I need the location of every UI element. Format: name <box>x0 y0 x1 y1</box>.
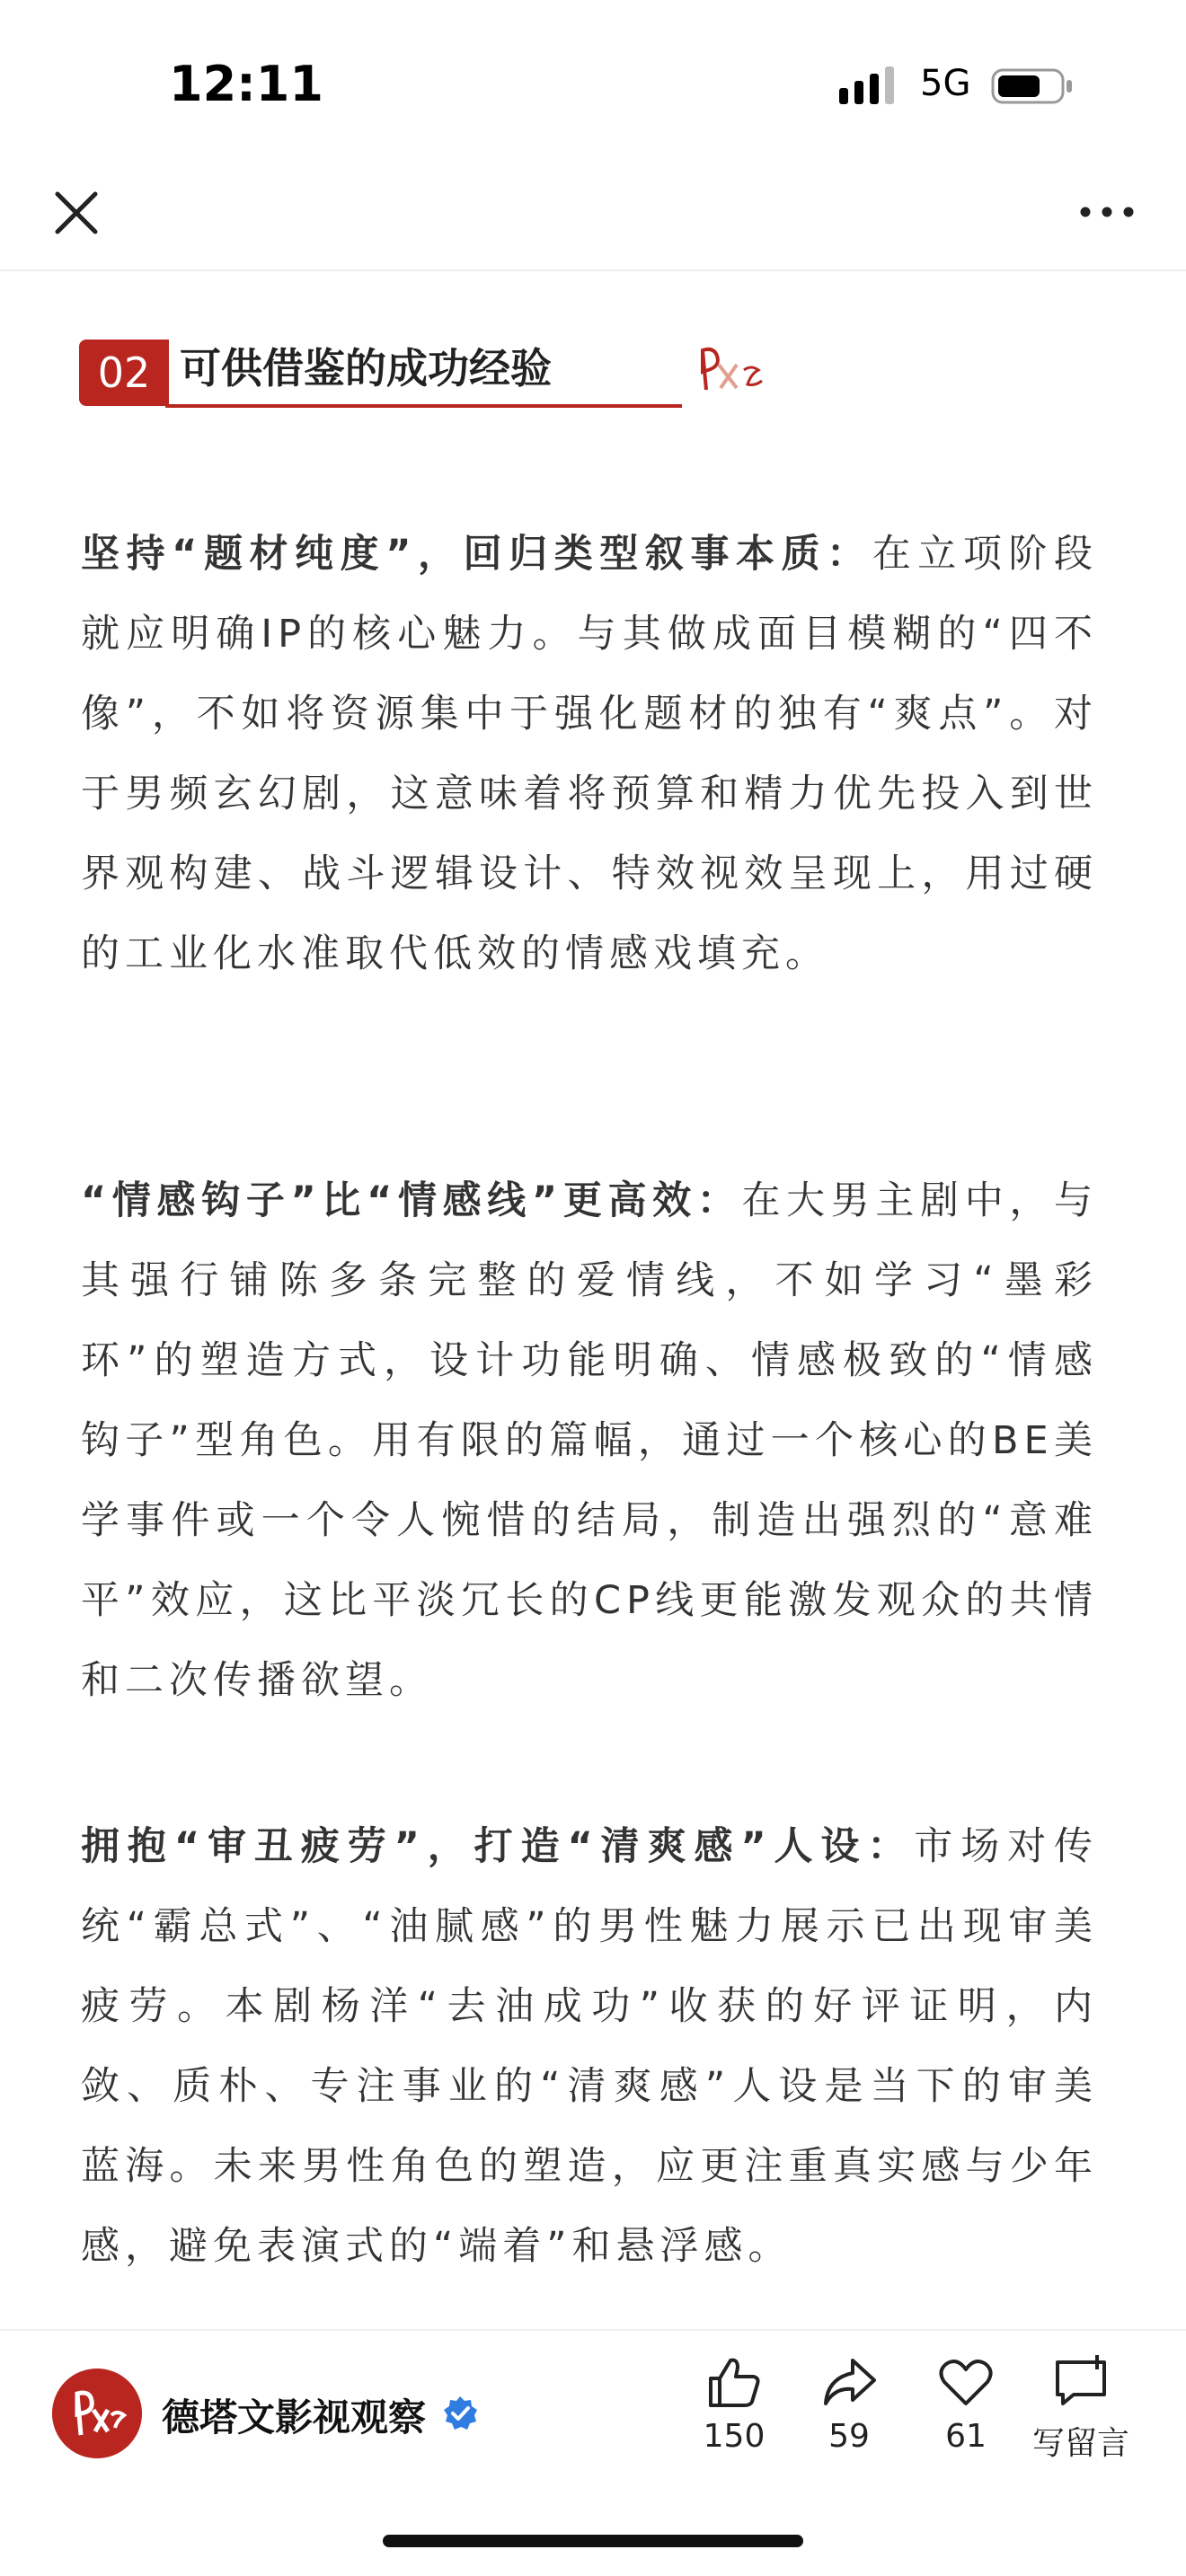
close-icon[interactable] <box>50 187 102 239</box>
favorite-button[interactable] <box>907 2353 1024 2488</box>
signal-icon <box>839 66 897 104</box>
section-underline <box>165 404 682 408</box>
section-number: 02 <box>79 340 169 406</box>
like-count: 150 <box>703 2418 766 2455</box>
status-time: 12:11 <box>169 56 323 112</box>
more-icon[interactable] <box>1075 185 1139 239</box>
verified-badge-icon <box>442 2395 478 2431</box>
paragraph-lead: 拥抱“审丑疲劳”，打造“清爽感”人设： <box>81 1824 915 1869</box>
home-indicator[interactable] <box>383 2535 803 2547</box>
article-paragraph <box>81 1807 1098 2287</box>
paragraph-body: 市场对传统“霸总式”、“油腻感”的男性魅力展示已出现审美疲劳。本剧杨洋“去油成功”收获的好评证明，内敛、质朴、专注事业的“清爽感”人设是当下的审美蓝海。未来男性角色的塑造，应更注重真实感与少年感，避免表演式的“端着”和悬浮感。 <box>81 1824 1099 2269</box>
share-count: 59 <box>828 2418 870 2455</box>
paragraph-lead: “情感钩子”比“情感线”更高效： <box>81 1178 742 1223</box>
heart-icon <box>937 2353 995 2411</box>
share-icon <box>820 2353 878 2411</box>
share-button[interactable] <box>791 2353 907 2488</box>
comment-label: 写留言 <box>1031 2425 1129 2462</box>
author-name[interactable]: 德塔文影视观察 <box>162 2395 427 2439</box>
article-paragraph <box>81 515 1098 994</box>
thumbs-up-icon <box>705 2353 763 2411</box>
section-title: 可供借鉴的成功经验 <box>180 344 552 393</box>
like-button[interactable] <box>676 2353 792 2488</box>
paragraph-body: 在立项阶段就应明确IP的核心魅力。与其做成面目模糊的“四不像”，不如将资源集中于强化题材的独有“爽点”。对于男频玄幻剧，这意味着将预算和精力优先投入到世界观构建、战斗逻辑设计、特效视效呈现上，用过硬的工业化水准取代低效的情感戏填充。 <box>81 532 1099 976</box>
comment-button[interactable] <box>1022 2353 1139 2488</box>
article-paragraph <box>81 1161 1098 1721</box>
paragraph-lead: 坚持“题材纯度”，回归类型叙事本质： <box>81 532 872 577</box>
author-avatar[interactable] <box>52 2369 142 2458</box>
network-type: 5G <box>920 63 971 104</box>
brand-logo-icon <box>697 343 769 395</box>
bottom-divider <box>0 2329 1186 2331</box>
nav-bar <box>0 162 1186 271</box>
paragraph-body: 在大男主剧中，与其强行铺陈多条完整的爱情线，不如学习“墨彩环”的塑造方式，设计功能明确、情感极致的“情感钩子”型角色。用有限的篇幅，通过一个核心的BE美学事件或一个令人惋惜的结局，制造出强烈的“意难平”效应，这比平淡冗长的CP线更能激发观众的共情和二次传播欲望。 <box>81 1178 1099 1703</box>
battery-icon <box>991 68 1074 104</box>
status-bar <box>0 0 1186 162</box>
comment-plus-icon <box>1052 2353 1110 2411</box>
section-heading <box>79 334 726 411</box>
favorite-count: 61 <box>945 2418 987 2455</box>
